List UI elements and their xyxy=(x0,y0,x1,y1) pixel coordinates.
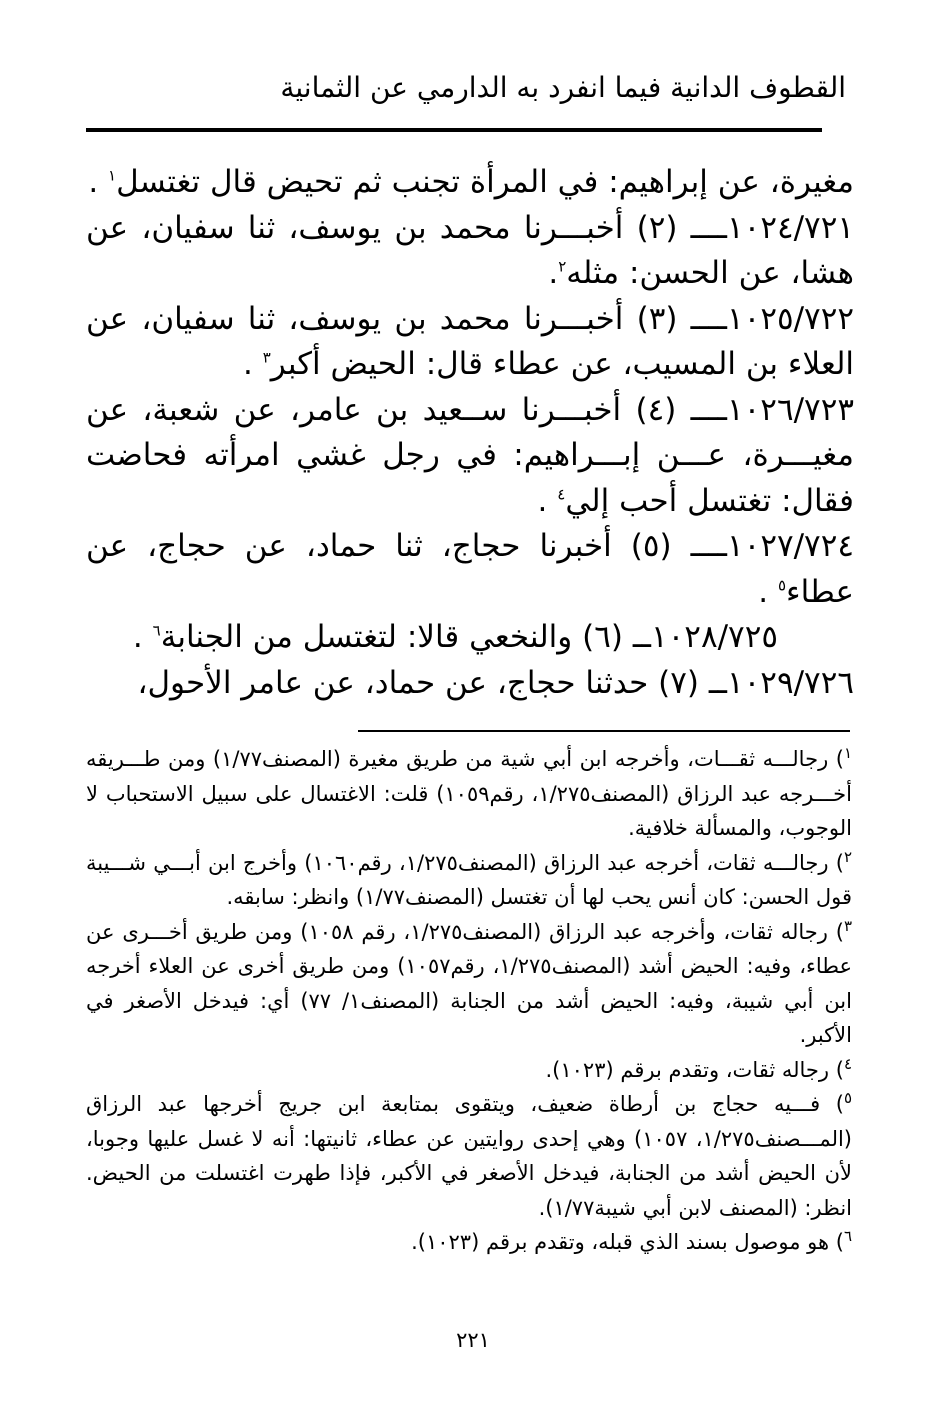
footnote: $^٦$) هو موصول بسند الذي قبله، وتقدم برقم (١٠٢٣). xyxy=(411,1227,852,1254)
footnote-marker: ١ xyxy=(108,166,117,185)
header-rule xyxy=(86,128,822,132)
footnote-marker: ٥ xyxy=(777,576,787,595)
footnote-rule xyxy=(358,730,850,732)
footnote-marker: ٦ xyxy=(152,621,161,640)
footnote-marker: ٣ xyxy=(262,348,271,367)
footnote-number: ٤ xyxy=(843,1054,852,1073)
running-header: القطوف الدانية فيما انفرد به الدارمي عن الثمانية xyxy=(280,71,846,104)
hadith-paragraph: ١٠٢٤/٧٢١ــــ (٢) أخبـــرنا محمد بن يوسف، ثنا سفيان، عن هشا، عن الحسن: مثله$^٢$. xyxy=(86,209,855,291)
footnotes xyxy=(86,742,852,1260)
footnote: $^٥$) فـــيه حجاج بن أرطاة ضعيف، ويتقوى بمتابعة ابن جريج أخرجها عبد الرزاق (المـــصنف١/٢٧٥، ١٠٥٧) وهي إحدى روايتين عن عطاء، ثانيتها: أنه لا غسل عليها وجوبا، لأن الحيض أشد من الجنابة، فيدخل الأصغر في الأكبر، فإذا طهرت اغتسلت من الحيض. انظر: (المصنف لابن أبي شيبة١/٧٧). xyxy=(86,1089,852,1220)
main-text xyxy=(86,160,854,706)
footnote-number: ٣ xyxy=(843,916,852,935)
footnote-number: ٢ xyxy=(843,847,852,866)
footnote: $^٣$) رجاله ثقات، وأخرجه عبد الرزاق (المصنف١/٢٧٥، رقم ١٠٥٨) ومن طريق أخـــرى عن عطاء، وفيه: الحيض أشد (المصنف١/٢٧٥، رقم١٠٥٧) ومن طريق أخرى عن العلاء أخرجه ابن أبي شيبة، وفيه: الحيض أشد من الجنابة (المصنف١/ ٧٧) أي: فيدخل الأصغر في الأكبر. xyxy=(86,916,852,1047)
hadith-paragraph: ١٠٢٩/٧٢٦ــ (٧) حدثنا حجاج، عن حماد، عن عامر الأحول، xyxy=(137,664,854,701)
footnote-marker: ٤ xyxy=(557,485,566,504)
footnote-number: ٥ xyxy=(843,1089,852,1107)
hadith-paragraph: مغيرة، عن إبراهيم: في المرأة تجنب ثم تحيض قال تغتسل$^١$ . xyxy=(88,164,854,200)
hadith-paragraph: ١٠٢٦/٧٢٣ــــ (٤) أخبـــرنا ســعيد بن عامر، عن شعبة، عن مغيـــرة، عـــن إبـــراهيم: في رجل غشي امرأته فحاضت فقال: تغتسل أحب إلي$^٤$ . xyxy=(86,391,854,519)
footnote: $^١$) رجالـــه ثقـــات، وأخرجه ابن أبي شية من طريق مغيرة (المصنف١/٧٧) ومن طـــريقه أخـــرجه عبد الرزاق (المصنف١/٢٧٥، رقم١٠٥٩) قلت: الاغتسال على سبيل الاستحباب لا الوجوب، والمسألة خلافية. xyxy=(86,744,853,840)
footnote-marker: ٢ xyxy=(558,257,567,276)
footnote-number: ١ xyxy=(843,744,853,762)
hadith-paragraph: ١٠٢٧/٧٢٤ــــ (٥) أخبرنا حجاج، ثنا حماد، عن حجاج، عن عطاء$^٥$ . xyxy=(86,528,855,610)
footnote: $^٤$) رجاله ثقات، وتقدم برقم (١٠٢٣). xyxy=(545,1054,852,1082)
footnote: $^٢$) رجالـــه ثقات، أخرجه عبد الرزاق (المصنف١/٢٧٥، رقم١٠٦٠) وأخرج ابن أبـــي شـــيبة قول الحسن: كان أنس يحب لها أن تغتسل (المصنف١/٧٧) وانظر: سابقه. xyxy=(86,847,852,909)
footnote-number: ٦ xyxy=(843,1227,852,1245)
page-number: ٢٢١ xyxy=(456,1328,490,1352)
hadith-paragraph: ١٠٢٥/٧٢٢ــــ (٣) أخبـــرنا محمد بن يوسف، ثنا سفيان، عن العلاء بن المسيب، عن عطاء قال: الحيض أكبر$^٣$ . xyxy=(86,300,855,382)
hadith-paragraph: ١٠٢٨/٧٢٥ــ (٦) والنخعي قالا: لتغتسل من الجنابة$^٦$ . xyxy=(132,619,778,655)
